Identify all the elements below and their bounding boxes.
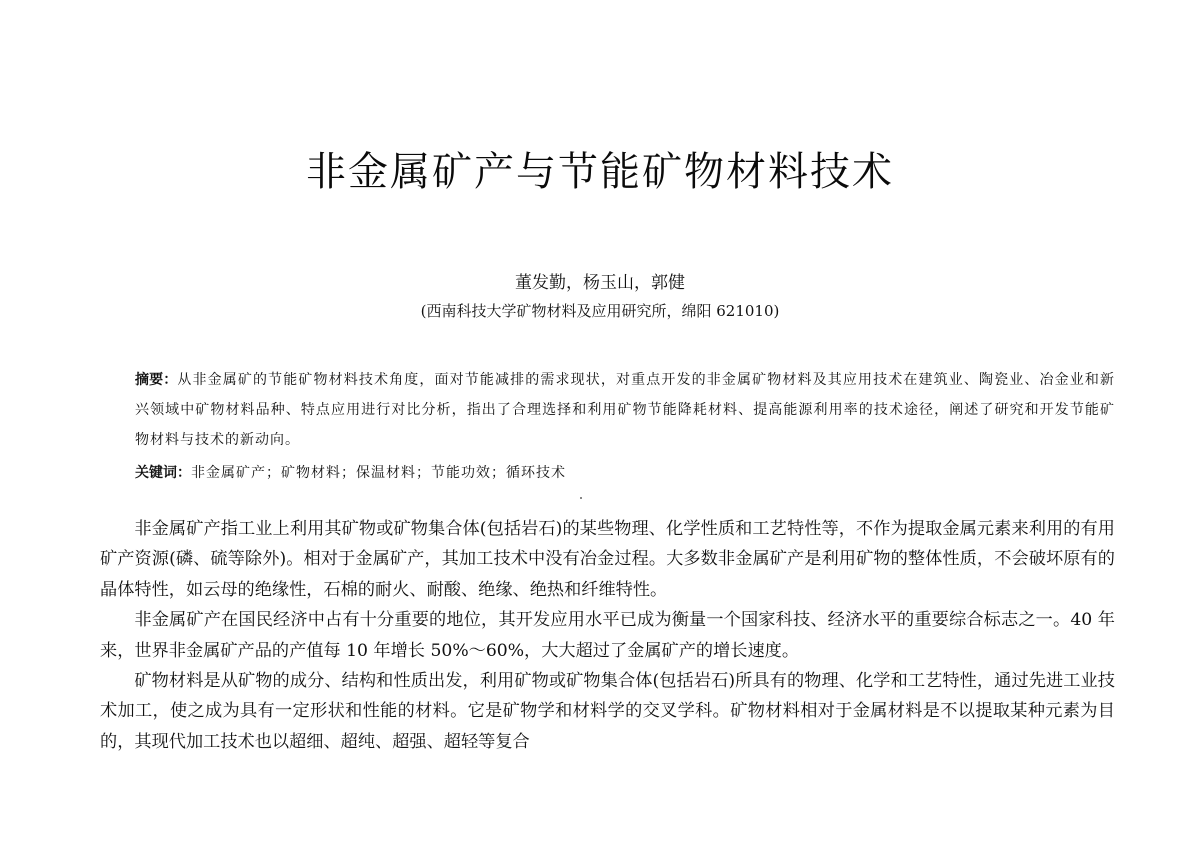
keywords: [135, 460, 1115, 486]
abstract-text: 从非金属矿的节能矿物材料技术角度，面对节能减排的需求现状，对重点开发的非金属矿物材料及其应用技术在建筑业、陶瓷业、冶金业和新兴领域中矿物材料品种、特点应用进行对比分析，指出了合理选择和利用矿物节能降耗材料、提高能源利用率的技术途径，阐述了研究和开发节能矿物材料与技术的新动向。: [135, 372, 1115, 448]
body-paragraph: 非金属矿产指工业上利用其矿物或矿物集合体(包括岩石)的某些物理、化学性质和工艺特性等，不作为提取金属元素来利用的有用矿产资源(磷、硫等除外)。相对于金属矿产，其加工技术中没有冶金过程。大多数非金属矿产是利用矿物的整体性质，不会破坏原有的晶体特性，如云母的绝缘性，石棉的耐火、耐酸、绝缘、绝热和纤维特性。: [100, 519, 1115, 600]
abstract-label: 摘要：: [135, 372, 178, 388]
body-paragraph: 非金属矿产在国民经济中占有十分重要的地位，其开发应用水平已成为衡量一个国家科技、经济水平的重要综合标志之一。40 年来，世界非金属矿产品的产值每 10 年增长 50%～60%，大大超过了金属矿产的增长速度。: [100, 610, 1115, 661]
keywords-label: 关键词：: [135, 465, 191, 481]
body-text: [100, 514, 1115, 757]
paper-title: 非金属矿产与节能矿物材料技术: [306, 149, 894, 195]
abstract: [135, 365, 1115, 455]
affiliation: (西南科技大学矿物材料及应用研究所，绵阳 621010): [420, 302, 780, 320]
authors: 董发勤，杨玉山，郭健: [515, 273, 685, 293]
keywords-text: 非金属矿产；矿物材料；保温材料；节能功效；循环技术: [191, 465, 566, 481]
body-paragraph: 矿物材料是从矿物的成分、结构和性质出发，利用矿物或矿物集合体(包括岩石)所具有的物理、化学和工艺特性，通过先进工业技术加工，使之成为具有一定形状和性能的材料。它是矿物学和材料学的交叉学科。矿物材料相对于金属材料是不以提取某种元素为目的，其现代加工技术也以超细、超纯、超强、超轻等复合: [100, 671, 1115, 752]
decorative-dot: [580, 497, 582, 499]
